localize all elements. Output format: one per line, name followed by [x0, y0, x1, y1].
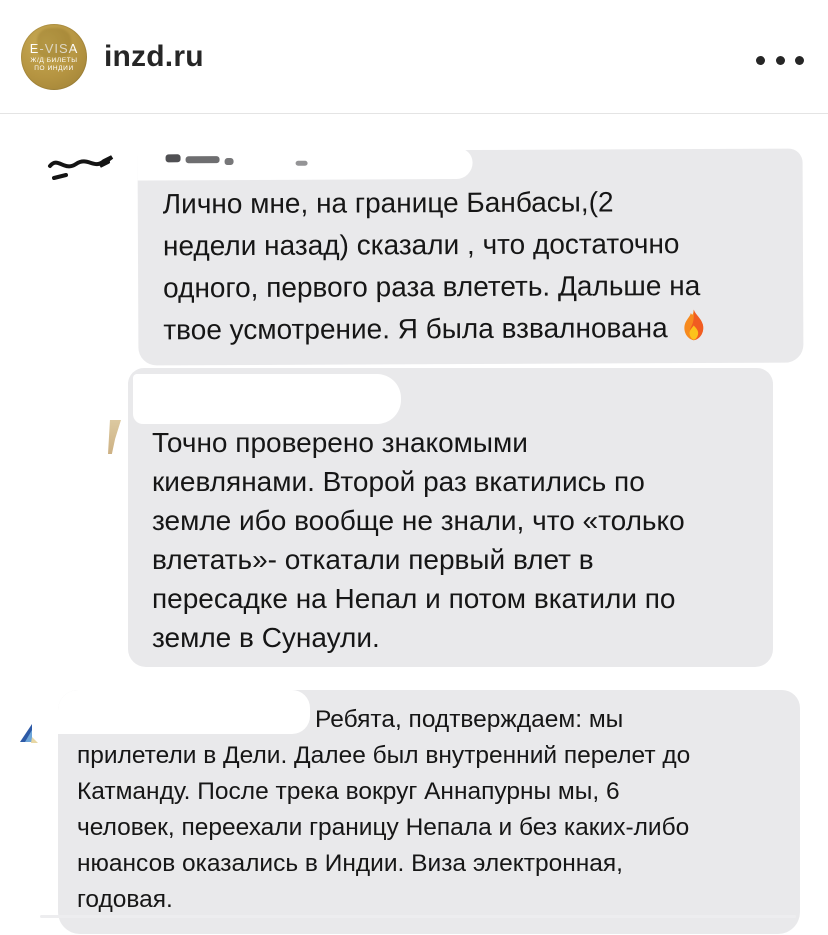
blue-avatar-fragment-icon: [17, 720, 39, 748]
avatar-text-line3: ПО ИНДИИ: [34, 64, 74, 72]
more-options-button[interactable]: [756, 47, 804, 73]
chat-message-2: [128, 368, 773, 667]
username-link[interactable]: inzd.ru: [104, 39, 204, 73]
three-dots-icon: [756, 56, 765, 65]
redacted-sender-name: [133, 374, 401, 424]
post-image-chat-screenshot: [0, 114, 828, 935]
message-text: Ребята, подтверждаем: мы прилетели в Дели. Далее был внутренний перелет до Катманду. После трека вокруг Аннапурны мы, 6 человек, переехали границу Непала и без каких-либо нюансов оказались в Индии. Виза электронная, годовая.: [77, 706, 691, 913]
scribbled-out-avatar-icon: [46, 148, 120, 188]
tan-avatar-fragment-icon: [108, 420, 121, 454]
chat-message-1: [138, 149, 804, 366]
avatar-text-line1: E-VISA: [29, 40, 79, 56]
post-header: [0, 0, 828, 114]
message-text: Лично мне, на границе Банбасы,(2 недели назад) сказали , что достаточно одного, первого раза влететь. Дальше на твое усмотрение. Я была взвалнована: [138, 149, 804, 366]
avatar-text-line2: Ж/Д БИЛЕТЫ: [30, 56, 78, 64]
message-text: Точно проверено знакомыми киевлянами. Второй раз вкатились по земле ибо вообще не знали, что «только влетать»- откатали первый влет в пересадке на Непал и потом вкатили по земле в Сунаули.: [152, 427, 685, 653]
avatar[interactable]: [21, 24, 87, 90]
avatar-background-image: [37, 28, 71, 58]
redacted-sender-name: [58, 690, 310, 734]
fire-emoji: [680, 309, 709, 342]
bottom-divider: [40, 915, 796, 918]
chat-message-3: [58, 690, 800, 934]
